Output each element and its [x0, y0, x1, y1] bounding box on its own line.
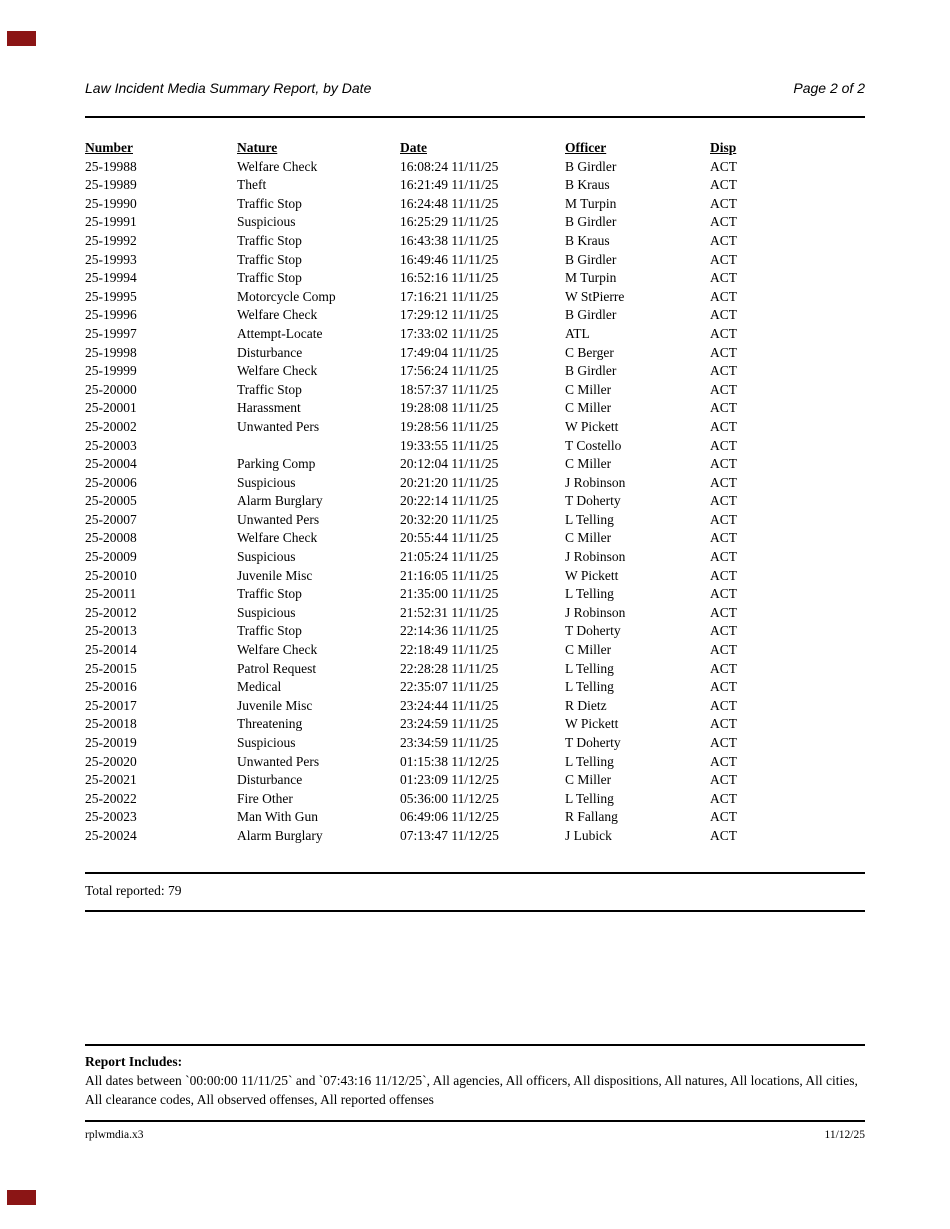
cell-nature: Disturbance [237, 344, 303, 360]
cell-date: 21:52:31 11/11/25 [400, 604, 499, 620]
cell-officer: M Turpin [565, 195, 617, 211]
cell-number: 25-20015 [85, 660, 137, 676]
cell-date: 05:36:00 11/12/25 [400, 790, 499, 806]
cell-disp: ACT [710, 400, 737, 416]
cell-number: 25-20014 [85, 642, 137, 658]
cell-number: 25-19995 [85, 288, 137, 304]
cell-nature: Disturbance [237, 772, 303, 788]
cell-officer: ATL [565, 325, 590, 341]
cell-nature: Traffic Stop [237, 623, 302, 639]
cell-officer: C Miller [565, 400, 612, 416]
table-row [85, 176, 865, 195]
cell-date: 22:14:36 11/11/25 [400, 623, 499, 639]
cell-date: 16:43:38 11/11/25 [400, 232, 499, 248]
table-row [85, 660, 865, 679]
table-row [85, 306, 865, 325]
cell-nature: Alarm Burglary [237, 827, 323, 843]
table-row [85, 585, 865, 604]
cell-disp: ACT [710, 474, 737, 490]
cell-date: 16:49:46 11/11/25 [400, 251, 499, 267]
cell-number: 25-19998 [85, 344, 137, 360]
cell-date: 20:32:20 11/11/25 [400, 511, 499, 527]
cell-number: 25-19999 [85, 363, 137, 379]
table-row [85, 492, 865, 511]
total-bottom-divider [85, 910, 865, 912]
cell-date: 16:25:29 11/11/25 [400, 214, 499, 230]
cell-nature: Unwanted Pers [237, 753, 320, 769]
cell-disp: ACT [710, 623, 737, 639]
cell-disp: ACT [710, 586, 737, 602]
cell-disp: ACT [710, 827, 737, 843]
cell-nature: Medical [237, 679, 282, 695]
cell-date: 20:22:14 11/11/25 [400, 493, 499, 509]
cell-nature: Fire Other [237, 790, 293, 806]
table-row [85, 753, 865, 772]
cell-disp: ACT [710, 270, 737, 286]
incident-table [85, 139, 865, 846]
cell-nature: Suspicious [237, 735, 296, 750]
cell-number: 25-19997 [85, 325, 137, 341]
cell-nature: Threatening [237, 716, 303, 732]
table-row [85, 622, 865, 641]
cell-disp: ACT [710, 530, 737, 546]
cell-number: 25-20008 [85, 530, 137, 546]
cell-nature: Traffic Stop [237, 586, 302, 602]
header-divider [85, 116, 865, 118]
cell-nature: Welfare Check [237, 642, 318, 658]
cell-number: 25-20021 [85, 772, 137, 788]
cell-number: 25-20005 [85, 493, 137, 509]
cell-nature: Welfare Check [237, 530, 318, 546]
table-row [85, 288, 865, 307]
cell-officer: W Pickett [565, 716, 619, 732]
cell-date: 22:28:28 11/11/25 [400, 660, 499, 676]
cell-date: 21:35:00 11/11/25 [400, 586, 499, 602]
cell-number: 25-19991 [85, 214, 137, 230]
cell-disp: ACT [710, 697, 737, 713]
cell-number: 25-20004 [85, 456, 137, 472]
cell-number: 25-20020 [85, 753, 137, 769]
cell-nature: Alarm Burglary [237, 493, 323, 509]
cell-nature: Traffic Stop [237, 270, 302, 286]
cell-disp: ACT [710, 232, 737, 248]
cell-disp: ACT [710, 772, 737, 788]
cell-officer: C Miller [565, 772, 612, 788]
cell-nature: Suspicious [237, 474, 296, 490]
cell-officer: B Girdler [565, 251, 617, 267]
cell-date: 21:05:24 11/11/25 [400, 549, 499, 565]
cell-nature: Parking Comp [237, 456, 316, 472]
cell-officer: L Telling [565, 790, 614, 806]
table-row [85, 269, 865, 288]
table-row [85, 529, 865, 548]
cell-date: 17:33:02 11/11/25 [400, 325, 499, 341]
cell-disp: ACT [710, 493, 737, 509]
table-row [85, 734, 865, 753]
cell-number: 25-19994 [85, 270, 137, 286]
cell-number: 25-20011 [85, 586, 137, 602]
report-includes-section [85, 1052, 867, 1109]
page-footer [85, 1129, 865, 1141]
cell-disp: ACT [710, 660, 737, 676]
cell-date: 23:24:44 11/11/25 [400, 697, 499, 713]
cell-date: 19:28:56 11/11/25 [400, 418, 499, 434]
cell-number: 25-20006 [85, 474, 137, 490]
cell-date: 22:18:49 11/11/25 [400, 642, 499, 658]
cell-date: 20:55:44 11/11/25 [400, 530, 499, 546]
cell-disp: ACT [710, 753, 737, 769]
cell-officer: J Lubick [565, 827, 612, 843]
cell-officer: M Turpin [565, 270, 617, 286]
cell-nature: Traffic Stop [237, 251, 302, 267]
table-row [85, 195, 865, 214]
total-reported: Total reported: 79 [85, 883, 182, 898]
cell-date: 06:49:06 11/12/25 [400, 809, 499, 825]
cell-number: 25-20012 [85, 604, 137, 620]
cell-nature: Traffic Stop [237, 232, 302, 248]
cell-number: 25-19996 [85, 307, 137, 323]
cell-nature: Suspicious [237, 604, 296, 620]
cell-date: 16:08:24 11/11/25 [400, 158, 499, 174]
table-row [85, 790, 865, 809]
cell-date: 20:21:20 11/11/25 [400, 474, 499, 490]
cell-disp: ACT [710, 177, 737, 193]
cell-number: 25-20007 [85, 511, 137, 527]
cell-officer: C Miller [565, 530, 612, 546]
cell-officer: B Girdler [565, 307, 617, 323]
column-header-officer: Officer [565, 140, 607, 155]
cell-officer: B Kraus [565, 232, 610, 248]
cell-nature [237, 437, 400, 456]
cell-date: 19:28:08 11/11/25 [400, 400, 499, 416]
cell-number: 25-20013 [85, 623, 137, 639]
table-row [85, 344, 865, 363]
column-header-disp: Disp [710, 140, 737, 155]
cell-number: 25-20000 [85, 381, 137, 397]
column-header-nature: Nature [237, 140, 278, 155]
cell-nature: Theft [237, 177, 267, 193]
cell-disp: ACT [710, 456, 737, 472]
cell-disp: ACT [710, 567, 737, 583]
cell-disp: ACT [710, 325, 737, 341]
cell-officer: C Berger [565, 344, 614, 360]
cell-disp: ACT [710, 679, 737, 695]
table-row [85, 474, 865, 493]
cell-nature: Motorcycle Comp [237, 288, 336, 304]
includes-top-divider [85, 1044, 865, 1046]
cell-disp: ACT [710, 511, 737, 527]
cell-number: 25-19990 [85, 195, 137, 211]
cell-officer: J Robinson [565, 549, 626, 565]
cell-date: 17:29:12 11/11/25 [400, 307, 499, 323]
cell-officer: T Costello [565, 437, 622, 453]
cell-number: 25-19988 [85, 158, 137, 174]
footer-report-id: rplwmdia.x3 [85, 1129, 144, 1141]
cell-disp: ACT [710, 214, 737, 230]
cell-disp: ACT [710, 642, 737, 658]
cell-nature: Juvenile Misc [237, 697, 313, 713]
cell-number: 25-20019 [85, 735, 137, 750]
report-header [85, 80, 865, 96]
column-header-number: Number [85, 140, 133, 155]
footer-date: 11/12/25 [824, 1129, 865, 1141]
cell-date: 22:35:07 11/11/25 [400, 679, 499, 695]
cell-officer: J Robinson [565, 604, 626, 620]
table-row [85, 511, 865, 530]
table-row [85, 213, 865, 232]
table-row [85, 715, 865, 734]
cell-date: 07:13:47 11/12/25 [400, 827, 499, 843]
cell-disp: ACT [710, 790, 737, 806]
cell-number: 25-20010 [85, 567, 137, 583]
cell-date: 01:15:38 11/12/25 [400, 753, 499, 769]
cell-number: 25-19989 [85, 177, 137, 193]
cell-disp: ACT [710, 437, 737, 453]
cell-officer: C Miller [565, 456, 612, 472]
cell-nature: Man With Gun [237, 809, 318, 825]
cell-nature: Welfare Check [237, 158, 318, 174]
table-row [85, 827, 865, 846]
cell-officer: T Doherty [565, 493, 621, 509]
cell-nature: Juvenile Misc [237, 567, 313, 583]
cell-date: 21:16:05 11/11/25 [400, 567, 499, 583]
cell-disp: ACT [710, 809, 737, 825]
cell-number: 25-20003 [85, 437, 137, 453]
table-row [85, 604, 865, 623]
table-row [85, 678, 865, 697]
cell-disp: ACT [710, 344, 737, 360]
cell-nature: Unwanted Pers [237, 418, 320, 434]
cell-officer: B Girdler [565, 214, 617, 230]
cell-date: 23:24:59 11/11/25 [400, 716, 499, 732]
scan-edge-mark-bottom [7, 1190, 36, 1205]
table-row [85, 567, 865, 586]
cell-officer: T Doherty [565, 623, 621, 639]
cell-date: 19:33:55 11/11/25 [400, 437, 499, 453]
cell-officer: R Fallang [565, 809, 618, 825]
table-row [85, 808, 865, 827]
cell-number: 25-20024 [85, 827, 137, 843]
table-row [85, 325, 865, 344]
scan-edge-mark-top [7, 31, 36, 46]
cell-nature: Suspicious [237, 549, 296, 565]
page-number-label: Page 2 of 2 [793, 80, 865, 96]
table-row [85, 158, 865, 177]
cell-number: 25-20017 [85, 697, 137, 713]
table-bottom-divider [85, 872, 865, 874]
cell-officer: L Telling [565, 753, 614, 769]
cell-number: 25-20001 [85, 400, 137, 416]
table-row [85, 697, 865, 716]
table-row [85, 362, 865, 381]
cell-date: 16:24:48 11/11/25 [400, 195, 499, 211]
cell-officer: L Telling [565, 586, 614, 602]
cell-officer: L Telling [565, 679, 614, 695]
cell-disp: ACT [710, 158, 737, 174]
table-row [85, 418, 865, 437]
incident-table-header [85, 139, 865, 158]
cell-officer: T Doherty [565, 735, 621, 750]
footer-divider [85, 1120, 865, 1122]
cell-nature: Harassment [237, 400, 301, 416]
cell-disp: ACT [710, 381, 737, 397]
cell-number: 25-20018 [85, 716, 137, 732]
cell-date: 17:49:04 11/11/25 [400, 344, 499, 360]
cell-officer: R Dietz [565, 697, 607, 713]
cell-officer: W StPierre [565, 288, 625, 304]
cell-disp: ACT [710, 195, 737, 211]
table-row [85, 251, 865, 270]
cell-officer: C Miller [565, 642, 612, 658]
cell-officer: B Girdler [565, 158, 617, 174]
cell-number: 25-20009 [85, 549, 137, 565]
cell-nature: Patrol Request [237, 660, 317, 676]
cell-number: 25-20016 [85, 679, 137, 695]
cell-nature: Suspicious [237, 214, 296, 230]
cell-nature: Traffic Stop [237, 381, 302, 397]
column-header-date: Date [400, 140, 427, 155]
cell-number: 25-20022 [85, 790, 137, 806]
cell-officer: C Miller [565, 381, 612, 397]
cell-number: 25-19993 [85, 251, 137, 267]
table-row [85, 641, 865, 660]
cell-nature: Welfare Check [237, 307, 318, 323]
cell-date: 18:57:37 11/11/25 [400, 381, 499, 397]
cell-date: 17:56:24 11/11/25 [400, 363, 499, 379]
cell-disp: ACT [710, 735, 737, 750]
report-includes-heading: Report Includes: [85, 1054, 183, 1069]
cell-date: 20:12:04 11/11/25 [400, 456, 499, 472]
table-row [85, 232, 865, 251]
cell-disp: ACT [710, 549, 737, 565]
cell-disp: ACT [710, 716, 737, 732]
cell-date: 16:21:49 11/11/25 [400, 177, 499, 193]
cell-officer: L Telling [565, 511, 614, 527]
table-row [85, 437, 865, 456]
cell-officer: W Pickett [565, 567, 619, 583]
cell-nature: Unwanted Pers [237, 511, 320, 527]
cell-disp: ACT [710, 288, 737, 304]
cell-number: 25-19992 [85, 232, 137, 248]
cell-number: 25-20002 [85, 418, 137, 434]
cell-disp: ACT [710, 251, 737, 267]
table-row [85, 548, 865, 567]
incident-table-body [85, 158, 865, 846]
cell-nature: Traffic Stop [237, 195, 302, 211]
cell-date: 23:34:59 11/11/25 [400, 735, 499, 750]
cell-number: 25-20023 [85, 809, 137, 825]
table-row [85, 399, 865, 418]
cell-date: 01:23:09 11/12/25 [400, 772, 499, 788]
cell-officer: J Robinson [565, 474, 626, 490]
cell-disp: ACT [710, 604, 737, 620]
cell-nature: Attempt-Locate [237, 325, 323, 341]
cell-date: 17:16:21 11/11/25 [400, 288, 499, 304]
cell-disp: ACT [710, 418, 737, 434]
cell-officer: B Kraus [565, 177, 610, 193]
cell-disp: ACT [710, 307, 737, 323]
cell-nature: Welfare Check [237, 363, 318, 379]
cell-officer: W Pickett [565, 418, 619, 434]
table-row [85, 381, 865, 400]
table-row [85, 771, 865, 790]
table-row [85, 455, 865, 474]
cell-officer: B Girdler [565, 363, 617, 379]
cell-officer: L Telling [565, 660, 614, 676]
report-includes-text: All dates between `00:00:00 11/11/25` and `07:43:16 11/12/25`, All agencies, All officers, All dispositions, All natures, All locations, All cities, All clearance codes, All observed offenses, All reported offenses [85, 1073, 858, 1107]
cell-date: 16:52:16 11/11/25 [400, 270, 499, 286]
page-title: Law Incident Media Summary Report, by Date [85, 80, 372, 96]
cell-disp: ACT [710, 363, 737, 379]
